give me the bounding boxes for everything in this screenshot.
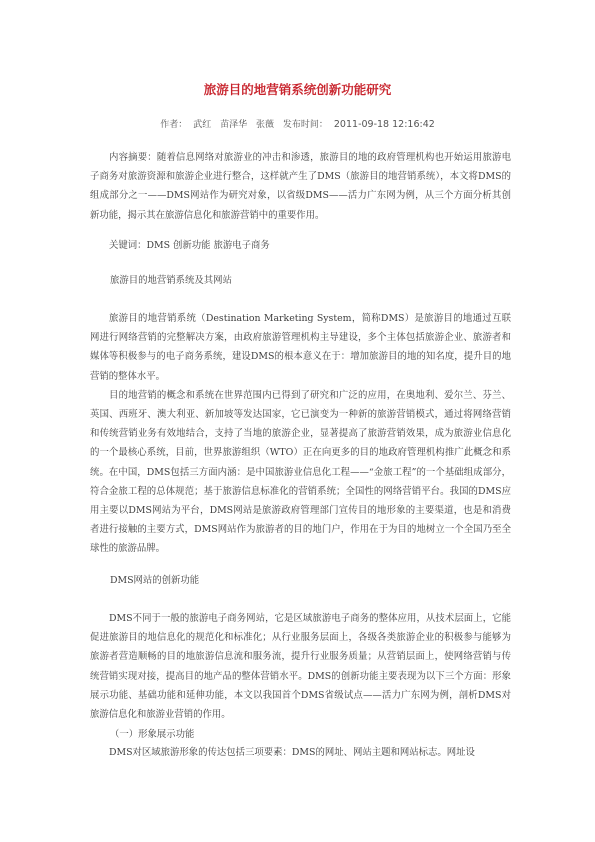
author-label: 作者：	[160, 120, 188, 130]
author-name-1: 武红	[193, 120, 212, 130]
article-title: 旅游目的地营销系统创新功能研究	[203, 82, 392, 97]
author-name-3: 张薇	[255, 120, 274, 130]
paragraph-3: DMS不同于一般的旅游电子商务网站，它是区域旅游电子商务的整体应用，从技术层面上，它能促进旅游目的地信息化的规范化和标准化；从行业服务层面上，各级各类旅游企业的积极参与能够为旅游者营造顺畅的目的地旅游信息流和服务流，提升行业服务质量；从营销层面上，使网络营销与传统营销实现对接，提高目的地产品的整体营销水平。DMS的创新功能主要表现为以下三个方面：形象展示功能、基础功能和延伸功能，本文以我国首个DMS省级试点——活力广东网为例，剖析DMS对旅游信息化和旅游业营销的作用。	[90, 613, 511, 721]
paragraph-1: 旅游目的地营销系统（Destination Marketing System，简称DMS）是旅游目的地通过互联网进行网络营销的完整解决方案，由政府旅游管理机构主导建设，多个主体包括旅游企业、旅游者和媒体等积极参与的电子商务系统，建设DMS的根本意义在于：增加旅游目的地的知名度，提升目的地营销的整体水平。	[90, 313, 511, 382]
abstract-paragraph: 内容摘要：随着信息网络对旅游业的冲击和渗透，旅游目的地的政府管理机构也开始运用旅游电子商务对旅游资源和旅游企业进行整合，这样就产生了DMS（旅游目的地营销系统），本文将DMS的组成部分之一——DMS网站作为研究对象，以省级DMS——活力广东网为例，从三个方面分析其创新功能，揭示其在旅游信息化和旅游营销中的重要作用。	[90, 152, 511, 221]
paragraph-2: 目的地营销的概念和系统在世界范围内已得到了研究和广泛的应用，在奥地利、爱尔兰、芬兰、英国、西班牙、澳大利亚、新加坡等发达国家，它已演变为一种新的旅游营销模式，通过将网络营销和传统营销业务有效地结合，支持了当地的旅游企业，显著提高了旅游营销效果，成为旅游业信息化的一个最核心系统，目前，世界旅游组织（WTO）正在向更多的目的地政府管理机构推广此概念和系统。在中国，DMS包括三方面内涵：是中国旅游业信息化工程——“金旅工程”的一个基础组成部分，符合金旅工程的总体规范；基于旅游信息标准化的营销系统；全国性的网络营销平台。我国的DMS应用主要以DMS网站为平台，DMS网站是旅游政府管理部门宣传目的地形象的主要渠道，也是和消费者进行接触的主要方式，DMS网站作为旅游者的目的地门户，作用在于为目的地树立一个全国乃至全球性的旅游品牌。	[90, 389, 511, 555]
article-meta	[0, 117, 595, 130]
keywords-block	[90, 236, 511, 255]
body-block-1	[90, 309, 511, 559]
section-heading-2: DMS网站的创新功能	[110, 575, 200, 586]
abstract-block	[90, 148, 511, 225]
keywords-line: 关键词：DMS 创新功能 旅游电子商务	[109, 240, 270, 251]
subsection-heading-1: （一）形象展示功能	[110, 729, 195, 740]
body-block-3	[90, 743, 511, 762]
paragraph-4: DMS对区域旅游形象的传达包括三项要素：DMS的网址、网站主题和网站标志。网址设	[109, 747, 475, 758]
author-name-2: 苗泽华	[220, 120, 248, 130]
publish-time-value: 2011-09-18 12:16:42	[333, 119, 435, 130]
section-heading-1: 旅游目的地营销系统及其网站	[110, 275, 232, 286]
body-block-2	[90, 609, 511, 724]
publish-time-label: 发布时间：	[282, 120, 328, 130]
